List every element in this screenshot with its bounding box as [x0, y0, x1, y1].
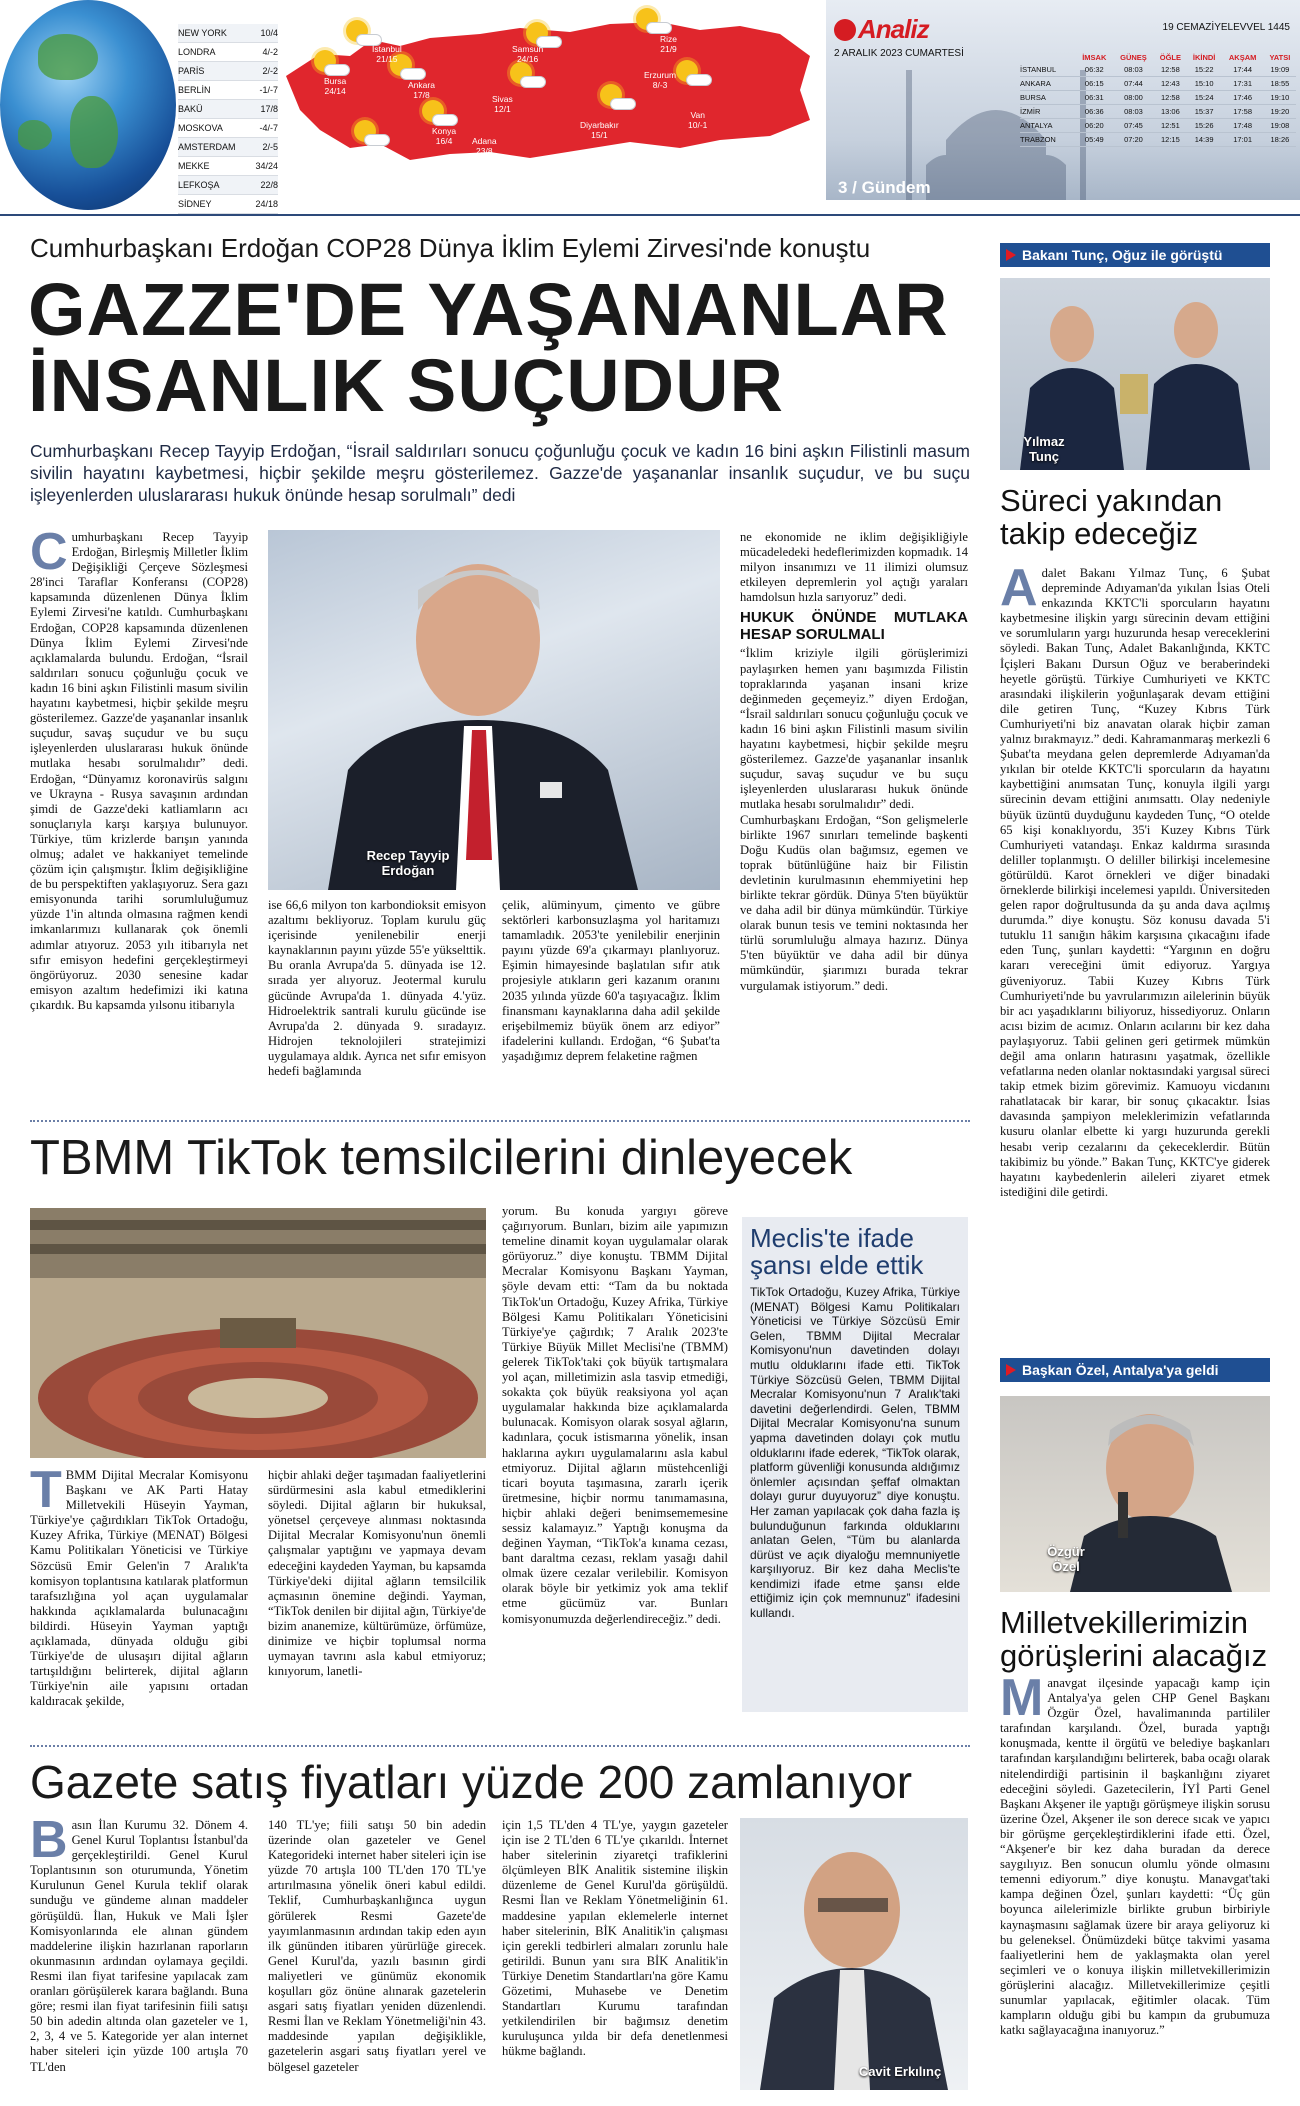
map-city-temp: 23/15: [288, 126, 310, 136]
city-name: NEW YORK: [178, 28, 227, 38]
map-city-name: Adana: [472, 136, 497, 146]
map-city-label: [688, 110, 707, 130]
prayer-cell: 08:00: [1113, 91, 1154, 105]
prices-headline: Gazete satış fiyatları yüzde 200 zamlanıyor: [30, 1756, 913, 1808]
city-weather-row: [178, 195, 278, 214]
tbmm-hall-photo: [30, 1208, 486, 1458]
dropcap: T: [30, 1461, 62, 1519]
map-city-name: Samsun: [512, 44, 544, 54]
map-city-temp: 10/-1: [688, 120, 708, 130]
tunc-caption: Yılmaz Tunç: [1023, 434, 1065, 464]
prayer-cell: İZMİR: [1020, 105, 1076, 119]
city-name: MEKKE: [178, 161, 210, 171]
prayer-header-cell: İKİNDİ: [1192, 53, 1216, 62]
prayer-header-cell: ÖĞLE: [1159, 53, 1182, 62]
prices-column-2: 140 TL'ye; fiili satışı 50 bin adedin üzerinde olan gazeteler ve Genel Kategorideki internet haber siteleri için ise yüzde 70 artışla 100 TL'den 170 TL'ye artırılmasına yönelik öneri kabul edildi. Teklif, Cumhurbaşkanlığınca uygun görülerek Resmi Gazete'de yayımlanmasının ardından takip eden ayın ilk gününden itibaren yürürlüğe girecek. Genel Kurul'da, yazılı basının girdi maliyetleri ve günümüz ekonomik koşulları göz önüne alınarak gazetelerin asgari satış fiyatları yeniden düzenlendi. Resmi İlan ve Reklam Yönetmeliği'nin 43. maddesinde yapılan değişiklikle, gazetelerin asgari satış fiyatları yerel ve bölgesel gazeteler: [268, 1818, 486, 2074]
map-city-temp: 16/4: [435, 136, 453, 146]
map-city-temp: 21/9: [660, 44, 677, 54]
main-column-2: ise 66,6 milyon ton karbondioksit emisyon azaltımı bekliyoruz. Toplam kurulu güç içerisinde yenilenebilir enerji kaynaklarının payını yüzde 55'e yükselttik. Bu oranla Avrupa'da 5. dünyada ise 12. sırada yer alıyoruz. Jeotermal kurulu gücünde Avrupa'da 1. dünyada 4.'yüz. Hidroelektrik santrali kurulu gücünde ise Avrupa'da 2. dünyada 9. sıradayız. Hidrojen teknolojileri stratejimizi uygulamaya aldık. Ayrıca net sıfır emisyon hedefi bağlamında: [268, 898, 486, 1079]
subhead-hukuk: HUKUK ÖNÜNDE MUTLAKA HESAP SORULMALI: [740, 609, 968, 644]
map-city-temp: 24/16: [516, 54, 539, 64]
cloud-icon: [432, 114, 458, 126]
city-name: AMSTERDAM: [178, 142, 236, 152]
prayer-row: [1020, 63, 1296, 77]
city-temp: 34/24: [255, 161, 278, 171]
prayer-cell: 17:31: [1221, 77, 1263, 91]
dropcap: C: [30, 523, 68, 581]
divider: [30, 1120, 970, 1122]
city-name: MOSKOVA: [178, 123, 223, 133]
map-city-label: [288, 116, 309, 136]
prayer-times-table: [1020, 52, 1296, 147]
person-silhouette-icon: [268, 530, 720, 890]
prayer-cell: 06:31: [1076, 91, 1113, 105]
sidebar-tag-tunc: Bakanı Tunç, Oğuz ile görüştü: [1000, 243, 1270, 267]
sidebar-tag-ozel: Başkan Özel, Antalya'ya geldi: [1000, 1358, 1270, 1382]
cloud-icon: [324, 64, 350, 76]
cloud-icon: [610, 98, 636, 110]
city-name: PARİS: [178, 66, 205, 76]
prayer-cell: ANKARA: [1020, 77, 1076, 91]
map-city-label: [432, 126, 456, 146]
map-city-label: [512, 44, 543, 64]
cloud-icon: [400, 68, 426, 80]
city-weather-row: [178, 157, 278, 176]
city-name: SİDNEY: [178, 199, 212, 209]
prayer-cell: 19:10: [1264, 91, 1296, 105]
prayer-cell: 18:26: [1264, 133, 1296, 147]
cloud-icon: [364, 134, 390, 146]
prayer-header-cell: YATSI: [1269, 53, 1291, 62]
prayer-cell: 05:49: [1076, 133, 1113, 147]
map-city-name: İstanbul: [372, 44, 402, 54]
city-name: LONDRA: [178, 47, 216, 57]
prayer-cell: 17:44: [1221, 63, 1263, 77]
city-temp: 4/-2: [262, 47, 278, 57]
city-temp: 2/-2: [262, 66, 278, 76]
prayer-cell: BURSA: [1020, 91, 1076, 105]
map-city-label: [408, 80, 435, 100]
map-city-name: Diyarbakır: [580, 120, 619, 130]
prayer-cell: 15:26: [1187, 119, 1222, 133]
prayer-cell: 12:51: [1154, 119, 1187, 133]
map-city-label: [384, 158, 412, 178]
prayer-cell: 06:20: [1076, 119, 1113, 133]
prayer-cell: 17:01: [1221, 133, 1263, 147]
analiz-logo: [834, 14, 929, 45]
main-deck: Cumhurbaşkanı Recep Tayyip Erdoğan, “İsrail saldırıları sonucu çoğunluğu çocuk ve kadın 16 bini aşkın Filistinli masum sivilin hayatını kaybetmesi, hiçbir şekilde meşru gösterilemez. Gazze'de yaşananlar insanlık suçudur, ve bu suçu işleyenlerden uluslararası hukuk önünde hesap sorulmalı” dedi: [30, 441, 970, 505]
map-city-name: Rize: [660, 34, 678, 44]
turkey-weather-map: [280, 0, 820, 200]
prayer-cell: 12:58: [1154, 91, 1187, 105]
main-kicker: Cumhurbaşkanı Erdoğan COP28 Dünya İklim Eylemi Zirvesi'nde konuştu: [30, 233, 871, 263]
city-temp: 22/8: [260, 180, 278, 190]
tiktok-sidebar-box: [742, 1217, 968, 1712]
date-prayer-panel: [826, 0, 1300, 200]
map-city-name: Ankara: [408, 80, 435, 90]
tiktok-column-2: hiçbir ahlaki değer taşımadan faaliyetlerini sürdürmesini asla kabul etmediklerini söyledi. Dijital ağların bir hukuksal, yönetsel çerçeveye alınması noktasında Dijital Mecralar Komisyonu'nun önemli çalışmalar yaptığını ve yapmaya devam edeceğini kaydeden Yayman, bu kapsamda Türkiye'deki dijital ağların temsilcilik açmasının önemine değindi. Yayman, “TikTok denilen bir dijital ağın, Türkiye'de bizim ananemize, kültürümüze, örfümüze, dinimize ve hiçbir toplumsal norma uymayan tavrını asla kabul etmiyoruz; kınıyorum, lanetli-: [268, 1468, 486, 1679]
hijri-date: 19 CEMAZİYELEVVEL 1445: [1162, 22, 1290, 33]
map-city-label: [660, 34, 677, 54]
city-weather-row: [178, 100, 278, 119]
city-weather-row: [178, 24, 278, 43]
prayer-cell: İSTANBUL: [1020, 63, 1076, 77]
map-city-temp: 22/13: [387, 168, 409, 178]
prayer-cell: 17:46: [1221, 91, 1263, 105]
main-col1-text: umhurbaşkanı Recep Tayyip Erdoğan, Birleşmiş Milletler İklim Değişikliği Çerçeve Sözleşmesi 28'inci Taraflar Konferansı (COP28) kapsamında düzenlenen Dünya İklim Eylemi Zirvesi'ne katıldı. Cumhurbaşkanı Erdoğan, COP28 kapsamında düzenlenen Dünya İklim Eylemi Zirvesi'nde açıklamalarda bulundu. Erdoğan, “İsrail saldırıları sonucu çoğunluğu çocuk ve kadın 16 bini aşkın Filistinli masum sivilin hayatını kaybetmesi, hiçbir şekilde meşru gösterilemez. Gazze'de yaşananlar insanlık suçudur, savaş suçudur ve bu suçu işleyenlerden uluslararası hukuk önünde mutlaka hesabı sorulmalıdır” dedi. Erdoğan, “Dünyamız koronavirüs salgını ve Ukrayna - Rusya savaşının ardından şimdi de Gazze'deki katliamların acı sonuçlarıyla karşı karşıya bulunuyor. Türkiye, tüm krizlerde barışın yanında olmuş; adalet ve hakkaniyet temelinde çözüm için çalışmıştır. İklim değişikliğine de bu perspektiften yaklaşıyoruz. Sera gazı emisyonunda tarihi sorumluluğumuz yüzde 1'in altında olmasına rağmen kendi imkanlarımızı kullanarak çok önemli adımlar atıyoruz. 2053 yılı itibarıyla net sıfır emisyon hedefini gerçekleştirmeyi öngörüyoruz. 2030 senesine kadar emisyon azaltım hedefimizi iki katına çıkardık. Bu kapsamda yılsonu itibarıyla: [30, 530, 248, 1012]
city-temp: 10/4: [260, 28, 278, 38]
city-temp: 17/8: [260, 104, 278, 114]
city-weather-row: [178, 138, 278, 157]
ozel-photo: [1000, 1396, 1270, 1592]
city-name: LEFKOŞA: [178, 180, 220, 190]
city-weather-row: [178, 81, 278, 100]
map-city-temp: 24/14: [324, 86, 346, 96]
prayer-cell: 19:20: [1264, 105, 1296, 119]
prices-column-1: [30, 1811, 248, 2075]
map-city-temp: 21/15: [376, 54, 398, 64]
map-city-label: [372, 44, 402, 64]
cloud-icon: [646, 22, 672, 34]
city-weather-row: [178, 119, 278, 138]
cloud-icon: [520, 76, 546, 88]
prayer-header-cell: AKŞAM: [1228, 53, 1257, 62]
sidebar-headline-1: Süreci yakından takip edeceğiz: [1000, 483, 1223, 551]
prayer-cell: 15:24: [1187, 91, 1222, 105]
prayer-row: [1020, 133, 1296, 147]
main-column-1: [30, 523, 248, 1013]
map-city-label: [324, 76, 346, 96]
prayer-row: [1020, 105, 1296, 119]
sidebar-text-1: [1000, 559, 1270, 1200]
map-city-label: [644, 70, 676, 90]
tiktok-column-1: [30, 1461, 248, 1710]
erkilinc-photo: [740, 1818, 968, 2090]
prayer-cell: 07:45: [1113, 119, 1154, 133]
city-temp: -1/-7: [259, 85, 278, 95]
city-temp: 24/18: [255, 199, 278, 209]
dropcap: B: [30, 1811, 68, 1869]
prayer-cell: 06:15: [1076, 77, 1113, 91]
map-city-name: Bursa: [324, 76, 347, 86]
main-column-3: çelik, alüminyum, çimento ve gübre sektörleri karbonsuzlaşma yol haritamızı tamamladık. 2053'te yenilebilir enerjinin payını yüzde 69'a çıkarmayı planlıyoruz. Eşimin himayesinde başlatılan sıfır atık projesiyle atıkların geri kazanım oranını 2035 yılında yüzde 60'a taşıyacağız. İklim finansmanı kaynaklarına daha adil şekilde erişebilmemiz büyük önem arz ediyor” ifadelerini kullandı. Erdoğan, “6 Şubat'ta yaşadığımız deprem felaketine rağmen: [502, 898, 720, 1063]
divider: [30, 1745, 970, 1747]
dropcap: M: [1000, 1669, 1044, 1727]
map-city-temp: 8/-3: [652, 80, 668, 90]
prayer-cell: ANTALYA: [1020, 119, 1076, 133]
map-city-label: [580, 120, 619, 140]
erdogan-caption: Recep Tayyip Erdoğan: [366, 848, 450, 878]
city-weather-row: [178, 176, 278, 195]
city-name: BAKÜ: [178, 104, 203, 114]
col4-para-2: Cumhurbaşkanı Erdoğan, “Son gelişmelerle birlikte 1967 sınırları temelinde başkenti Doğu Kudüs olan bağımsız, egemen ve toprak bütünlüğüne haiz bir Filistin devletinin kurulmasının ehemmiyetini hep birlikte tekrar gördük. Dünya 5'ten büyüktür ve daha adil bir dünya mümkündür. Türkiye olarak bunun tesis ve temini noktasında her türlü sorumluluğu almaya hazırız. Dünya 5'ten büyüktür ve daha adil bir dünya mümkündür, şiarımızı burada tekrar vurgulamak istiyorum.” dedi.: [740, 812, 968, 993]
map-city-label: [492, 94, 513, 114]
person-silhouette-icon: [740, 1818, 968, 2090]
prayer-header-cell: [1020, 52, 1076, 63]
prices-col1-text: asın İlan Kurumu 32. Dönem 4. Genel Kurul Toplantısı İstanbul'da gerçekleştirildi. Genel Kurul Toplantısının son oturumunda, Yönetim Kurulunun Genel Kurula teklif olarak sunduğu ve gündeme alınan maddeler görüşüldü. İlan, Hukuk ve Mali İşler Komisyonlarında ele alınan gündem maddelerine ilişkin hazırlanan raporların okunmasının ardından oylamaya geçildi. Resmi ilan fiyat tarifesine yapılacak zam oranları görüşülerek karara bağlandı. Buna göre; resmi ilan fiyat tarifesinin fiili satışı 50 bin adedin altında olan gazeteler ve 1, 2, 3, 4 ve 5. Kategoride yer alan internet haber siteleri için yüzde 100 artışla 70 TL'den: [30, 1818, 248, 2074]
main-column-4: [740, 530, 968, 994]
map-city-name: Van: [690, 110, 705, 120]
city-temp: -4/-7: [259, 123, 278, 133]
box-headline: Meclis'te ifade şansı elde ettik: [750, 1223, 924, 1280]
prayer-header-cell: İMSAK: [1082, 53, 1107, 62]
prayer-cell: 14:39: [1187, 133, 1222, 147]
parliament-hall-icon: [30, 1208, 486, 1458]
map-city-name: Erzurum: [644, 70, 677, 80]
sidebar-text-2: [1000, 1669, 1270, 2038]
cloud-icon: [686, 74, 712, 86]
map-city-temp: 17/8: [413, 90, 430, 100]
erkilinc-caption: Cavit Erkılınç: [858, 2064, 942, 2079]
headline-line-1: GAZZE'DE YAŞANANLAR: [28, 268, 949, 351]
prayer-cell: 18:55: [1264, 77, 1296, 91]
prayer-cell: 19:09: [1264, 63, 1296, 77]
sidebar-text-1-body: dalet Bakanı Yılmaz Tunç, 6 Şubat depreminde Adıyaman'da yıkılan İsias Oteli enkazında KKTC'li sporcuların hayatını kaybetmesine ilişkin yargı sürecinin devam ettiğini ve sorumluların yargı huzurunda hesap vereceklerini söyledi. Bakan Tunç, Adalet Bakanlığında, KKTC İçişleri Bakanı Dursun Oğuz ve beraberindeki heyetle görüştü. Türkiye Cumhuriyeti ve KKTC arasındaki ilişkilerin yoğunlaşarak devam ettiğini dile getiren Tunç, “Kuzey Kıbrıs Türk Cumhuriyeti'ni biz anavatan olarak hiçbir zaman yalnız bırakmayız.” dedi. Kahramanmaraş merkezli 6 Şubat'ta meydana gelen depremlerde Adıyaman'da yıkılan bir otelde KKTC'li sporcuların da hayatını kaybettiğini anımsatan Tunç, konuyla ilgili yargı sürecinin devam ettiğini anımsattı. Olay nedeniyle büyük üzüntü duyduğunu kaydeden Tunç, “O otelde 65 kişi konaklıyordu, 35'i Kuzey Kıbrıs Türk Cumhuriyeti vatandaşı. Enkaz kaldırma sırasında deliller toplanmıştı. O deliller bilirkişi incelemesine götürüldü. Karot örnekleri ve diğer binadaki örneklerde bilirkişi incelemesi yapıldı. Üniversiteden gelen rapor doğrultusunda da şu anda dava açılmış durumda.” diye konuştu. Söz konusu davada 5'i tutuklu 11 sanığın hâkim karşısına çıkacağını ifade eden Tunç, şunları kaydetti: “Yargının en doğru kararı vereceğini ümit ediyoruz. Yargıya güveniyoruz. Tabii Kuzey Kıbrıs Türk Cumhuriyeti'nde bu yavrularımızın ailelerinin büyük bir acı yaşadıklarını biliyoruz, hissediyoruz. Onların acısı bizim de acımız. Onların acılarını bir kez daha paylaşıyoruz. Tabii gelinen geri getirmek mümkün değil ama onların hatırasını yaşatmak, özellikle vefatlarına neden olanlar noktasındaki yargısal süreci takip etmek bizim görevimiz. Kamuoyu vicdanını rahatlatacak bir karar, bir sonuç çıkacaktır. İsias davasında şampiyon meleklerimizin vefatlarında kusuru olanlar elbette ki yargı huzurunda gerekli hesabı verip cezalarını da çekeceklerdir. Bütün takibimiz bu yönde.” Bakan Tunç, KKTC'ye giderek hayatını kaybedenlerin aileleri ziyaret etmek istediğini dile getirdi.: [1000, 566, 1270, 1199]
prices-column-3: için 1,5 TL'den 4 TL'ye, yaygın gazeteler için ise 2 TL'den 6 TL'ye çıkarıldı. İnternet haber sitelerinin ziyaretçi trafiklerini ölçümleyen BİK Analitik sistemine ilişkin düzenleme de Genel Kurul'da görüşüldü. Resmi İlan ve Reklam Yönetmeliğinin 61. maddesine yapılan eklemelerle internet haber sitelerinin, BİK Analitik'in çalışması için gerekli tedbirleri almaları zorunlu hale getirildi. Bunun yanı sıra BİK Analitik'in Türkiye Denetim Standartları'na göre Kamu Gözetimi, Muhasebe ve Denetim Standartları Kurumu tarafından yetkilendirilen bir bağımsız denetim kuruluşunca yılda bir defa denetlenmesi hükme bağlandı.: [502, 1818, 728, 2059]
logo-text: Analiz: [858, 14, 929, 44]
prayer-row: [1020, 119, 1296, 133]
prayer-cell: 17:58: [1221, 105, 1263, 119]
tiktok-column-3: yorum. Bu konuda yargıyı göreve çağırıyorum. Bunları, bizim aile yapımızın temeline dinamit koyan uygulamalar olarak görüyoruz.” diye konuştu. TBMM Dijital Mecralar Komisyonu Başkanı Yayman, şöyle devam etti: “Tam da bu noktada TikTok'un Ortadoğu, Kuzey Afrika, Türkiye Bölgesi Kamu Politikaları Yöneticisini Türkiye'ye çağırdık; 7 Aralık 2023'te Türkiye Büyük Millet Meclisi'ne (TBMM) gelerek TikTok'taki çok büyük tartışmalara yol açan, milletimizin asla tasvip etmediği, sokakta çok büyük reaksiyona yol açan uygulamalar hakkında bize açıklamalarda bulunacak. Komisyon olarak sosyal ağların, kadınlara, çocuk istismarına yönelik, insan haklarına aykırı uygulamalarını asla kabul etmiyoruz. Dijital ağların müstehcenliği ticari boyuta taşımasına, zararlı içerik üretmesine, hiçbir normu tanımamasına, hiçbir ahlaki değeri benimsememesine sessiz kalamayız.” Yaptığı konuşma da değinen Yayman, “TikTok'a kınama cezası, bant daraltma cezası, reklam yasağı dahil olmak üzere cezalar verilebilir. Komisyon olarak böyle bir yetkimiz yok ama teklif etme gücümüz var. Bunları komisyonumuzda değerlendireceğiz.” dedi.: [502, 1204, 728, 1626]
col4-top-text: ne ekonomide ne iklim değişikliğiyle mücadeledeki hedeflerimizden kopmadık. 14 milyon insanımızı ve 11 ilimizi olumsuz etkileyen depremlerin yol açtığı yaraları hamdolsun hızla sarıyoruz” dedi.: [740, 530, 968, 605]
main-headline: [28, 268, 968, 427]
prayer-cell: 17:48: [1221, 119, 1263, 133]
sidebar-text-2-body: anavgat ilçesinde yapacağı kamp için Antalya'ya gelen CHP Genel Başkanı Özgür Özel, havalimanında partililer tarafından karşılandı. Özel, burada yaptığı konuşmada, kentte il örgütü ve belediye başkanları tarafından karşılandığını belirterek, baba ocağı olarak nitelendirdiği partisinin il başkanlığını ziyaret edeceğini söyledi. Gazetecilerin, İYİ Parti Genel Başkanı Akşener ile yaptığı görüşmeye ilişkin sorusu üzerine Özel, Akşener ile son derece sıcak ve yapıcı bir görüşme gerçekleştirdiklerini ifade etti. Özel, “Akşener'e bir kez daha buradan da derece saygılıyız. Ben sonucun olumlu yönde olmasını temenni ediyorum.” diye konuştu. Manavgat'taki kampa değinen Özel, şunları kaydetti: “Üç gün boyunca ailelerimizle birlikte grubun birbiriyle kaynaşmasını sağlamak üzere bir araya geliyoruz ki bu geleneksel. Önümüzdeki bütçe takvimi yasama faaliyetlerini hem de yaklaşmakta olan yerel seçimleri ve o konuya ilişkin milletvekillerimizin görüşlerini alacağız. Milletvekillerimize çeşitli sunumlar yapılacak, eğitimler olacak. Tüm kampların olduğu gibi bu kampın da grubumuza katkı sağlayacağına inanıyoruz.”: [1000, 1676, 1270, 2038]
prayer-header-cell: GÜNEŞ: [1120, 53, 1147, 62]
map-city-label: [472, 136, 497, 156]
headline-line-2: İNSANLIK SUÇUDUR: [28, 344, 784, 427]
ozel-caption: Özgür Özel: [1047, 1544, 1085, 1574]
map-city-temp: 15/1: [591, 130, 608, 140]
box-text: TikTok Ortadoğu, Kuzey Afrika, Türkiye (MENAT) Bölgesi Kamu Politikaları Yöneticisi ve Türkiye Sözcüsü Emir Gelen, TBMM Dijital Mecralar Komisyonu'nun davetinden dolayı mutlu olduklarını ifade etti. TikTok Türkiye Sözcüsü Gelen, TBMM Dijital Mecralar Komisyonu'nun 7 Aralık'taki davetini değerlendirdi. Gelen, TBMM Dijital Mecralar Komisyonu'na sunum yapma davetinden dolayı çok mutlu olduklarını ifade ederek, “TikTok olarak, platform güvenliği konusunda aldığımız önlemler açısından şeffaf olmaktan dolayı gurur duyuyoruz” diye konuştu. Her zaman yapılacak çok daha fazla iş bulunduğunun farkında olduklarını anlatan Gelen, “Tüm bu alanlarda dürüst ve açık diyaloğu memnuniyetle karşılıyoruz. Bir kez daha Meclis'te kendimizi ifade etme şansı elde ettiğimiz için çok memnunuz” ifadesini kullandı.: [750, 1285, 960, 1621]
divider: [0, 214, 1300, 216]
tunc-oguz-photo: [1000, 278, 1270, 470]
map-city-name: Sivas: [492, 94, 513, 104]
prayer-cell: TRABZON: [1020, 133, 1076, 147]
city-weather-row: [178, 43, 278, 62]
prayer-cell: 15:37: [1187, 105, 1222, 119]
section-label: 3 / Gündem: [838, 178, 931, 197]
prayer-cell: 12:58: [1154, 63, 1187, 77]
dropcap: A: [1000, 559, 1038, 617]
gregorian-date: 2 ARALIK 2023 CUMARTESİ: [834, 48, 964, 59]
sidebar-headline-2: Milletvekillerimizin görüşlerini alacağız: [1000, 1605, 1268, 1673]
prayer-row: [1020, 91, 1296, 105]
prayer-cell: 08:03: [1113, 105, 1154, 119]
prayer-cell: 19:08: [1264, 119, 1296, 133]
map-city-temp: 23/8: [476, 146, 493, 156]
tiktok-col1-text: BMM Dijital Mecralar Komisyonu Başkanı ve AK Parti Hatay Milletvekili Hüseyin Yayman, Türkiye'ye çağırdıkları TikTok Ortadoğu, Kuzey Afrika, Türkiye (MENAT) Bölgesi Kamu Politikaları Yöneticisi ve Türkiye Sözcüsü Emir Gelen'in 7 Aralık'ta komisyon toplantısına katılarak platformun tarafsızlığına yol açan uygulamalar hakkında açıklamalarda bulunacağını bildirdi. Hüseyin Yayman yaptığı açıklamada, dünyada olduğu gibi Türkiye'de de ulusaşırı dijital ağların tartışıldığını belirterek, dijital ağların Türkiye'nin aile yapısını ortadan kaldıracak şekilde,: [30, 1468, 248, 1709]
prayer-cell: 06:36: [1076, 105, 1113, 119]
col4-para-1: “İklim kriziyle ilgili görüşlerimizi paylaşırken hemen yanı başımızda Filistin topraklarında yaşanan insani krize değinmeden geçemeyiz.” diyen Erdoğan, “İsrail saldırıları sonucu çoğunluğu çocuk ve kadın 16 bini aşkın Filistinli masum sivilin hayatını kaybetmesi, hiçbir şekilde meşru gösterilemez. Gazze'de yaşananlar insanlık suçudur, savaş suçudur ve bu suçu işleyenlerden uluslararası hukuk önünde mutlaka hesabı sorulmalıdır” dedi.: [740, 646, 968, 812]
prayer-cell: 13:06: [1154, 105, 1187, 119]
globe-illustration: [0, 0, 176, 210]
erdogan-photo: [268, 530, 720, 890]
map-city-name: Konya: [432, 126, 457, 136]
city-weather-row: [178, 62, 278, 81]
prayer-cell: 08:03: [1113, 63, 1154, 77]
prayer-cell: 12:15: [1154, 133, 1187, 147]
prayer-cell: 07:44: [1113, 77, 1154, 91]
world-weather-list: [178, 24, 278, 214]
map-city-temp: 12/1: [494, 104, 511, 114]
prayer-cell: 06:32: [1076, 63, 1113, 77]
map-city-name: Antalya: [384, 158, 413, 168]
prayer-row: [1020, 77, 1296, 91]
prayer-cell: 15:10: [1187, 77, 1222, 91]
masthead-strip: [0, 0, 1300, 224]
city-name: BERLİN: [178, 85, 211, 95]
tiktok-headline: TBMM TikTok temsilcilerini dinleyecek: [30, 1131, 853, 1185]
prayer-cell: 12:43: [1154, 77, 1187, 91]
logo-mark-icon: [834, 19, 856, 41]
prayer-cell: 15:22: [1187, 63, 1222, 77]
city-temp: 2/-5: [262, 142, 278, 152]
map-city-name: İzmir: [289, 116, 308, 126]
prayer-cell: 07:20: [1113, 133, 1154, 147]
